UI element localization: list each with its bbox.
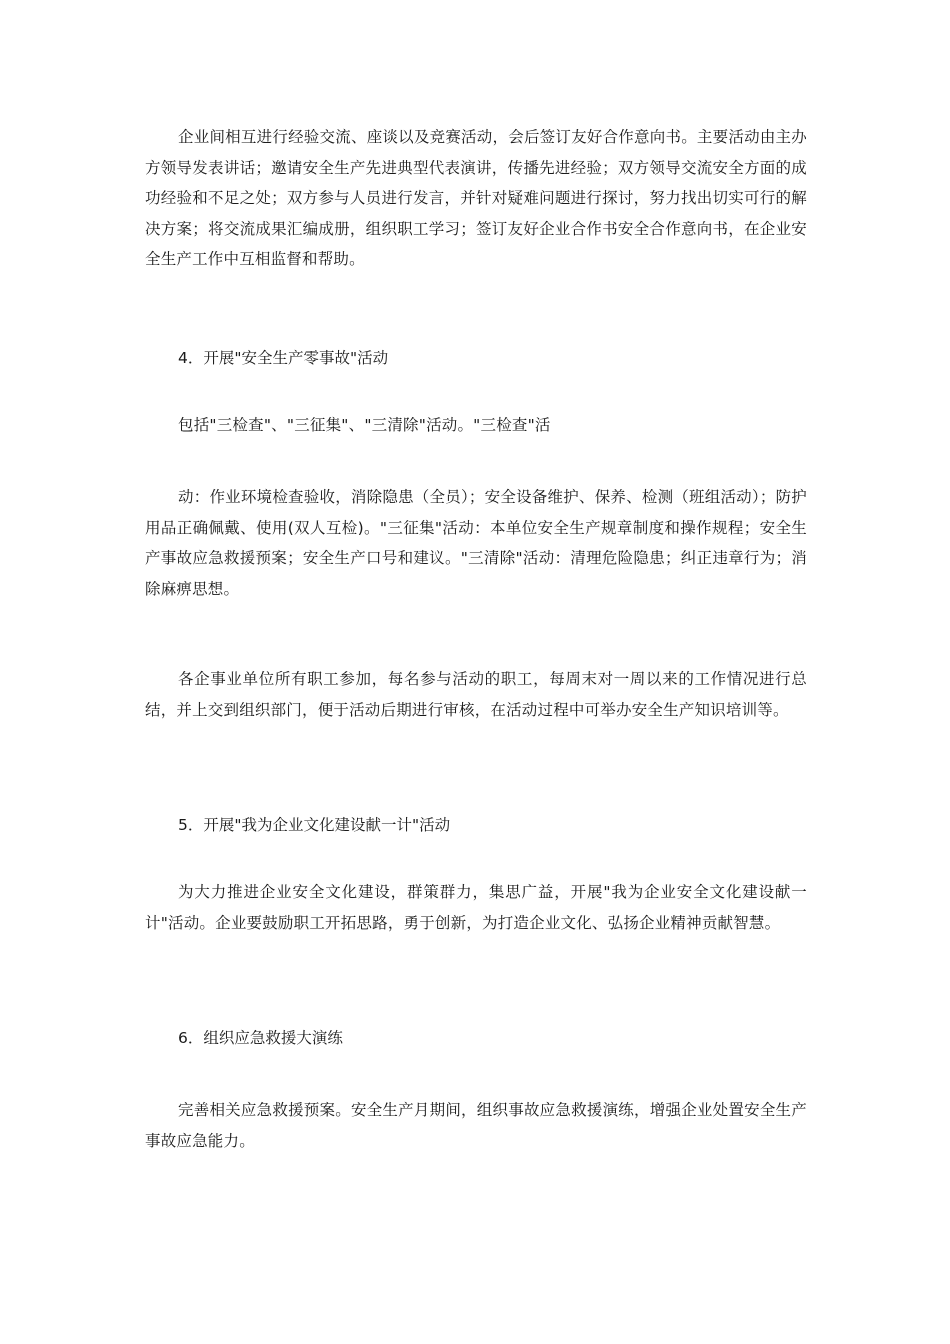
section-heading-4: 4．开展"安全生产零事故"活动 [178, 349, 389, 367]
section-heading-6: 6．组织应急救援大演练 [178, 1029, 343, 1047]
paragraph-three-activities-intro: 包括"三检查"、"三征集"、"三清除"活动。"三检查"活 [178, 416, 551, 434]
paragraph-emergency-drill: 完善相关应急救援预案。安全生产月期间，组织事故应急救援演练，增强企业处置安全生产事故应急能力。 [145, 1101, 807, 1150]
paragraph-culture-suggestion: 为大力推进企业安全文化建设，群策群力，集思广益，开展"我为企业安全文化建设献一计"活动。企业要鼓励职工开拓思路，勇于创新，为打造企业文化、弘扬企业精神贡献智慧。 [145, 883, 807, 932]
section-heading-5: 5．开展"我为企业文化建设献一计"活动 [178, 816, 451, 834]
paragraph-exchange-activities: 企业间相互进行经验交流、座谈以及竞赛活动，会后签订友好合作意向书。主要活动由主办方领导发表讲话；邀请安全生产先进典型代表演讲，传播先进经验；双方领导交流安全方面的成功经验和不足之处；双方参与人员进行发言，并针对疑难问题进行探讨，努力找出切实可行的解决方案；将交流成果汇编成册，组织职工学习；签订友好企业合作书安全合作意向书，在企业安全生产工作中互相监督和帮助。 [145, 128, 807, 268]
paragraph-participation: 各企事业单位所有职工参加，每名参与活动的职工，每周末对一周以来的工作情况进行总结，并上交到组织部门，便于活动后期进行审核，在活动过程中可举办安全生产知识培训等。 [145, 670, 807, 719]
paragraph-three-activities-detail: 动：作业环境检查验收，消除隐患（全员）；安全设备维护、保养、检测（班组活动）；防护用品正确佩戴、使用(双人互检)。"三征集"活动：本单位安全生产规章制度和操作规程；安全生产事故应急救援预案；安全生产口号和建议。"三清除"活动：清理危险隐患；纠正违章行为；消除麻痹思想。 [145, 488, 807, 598]
